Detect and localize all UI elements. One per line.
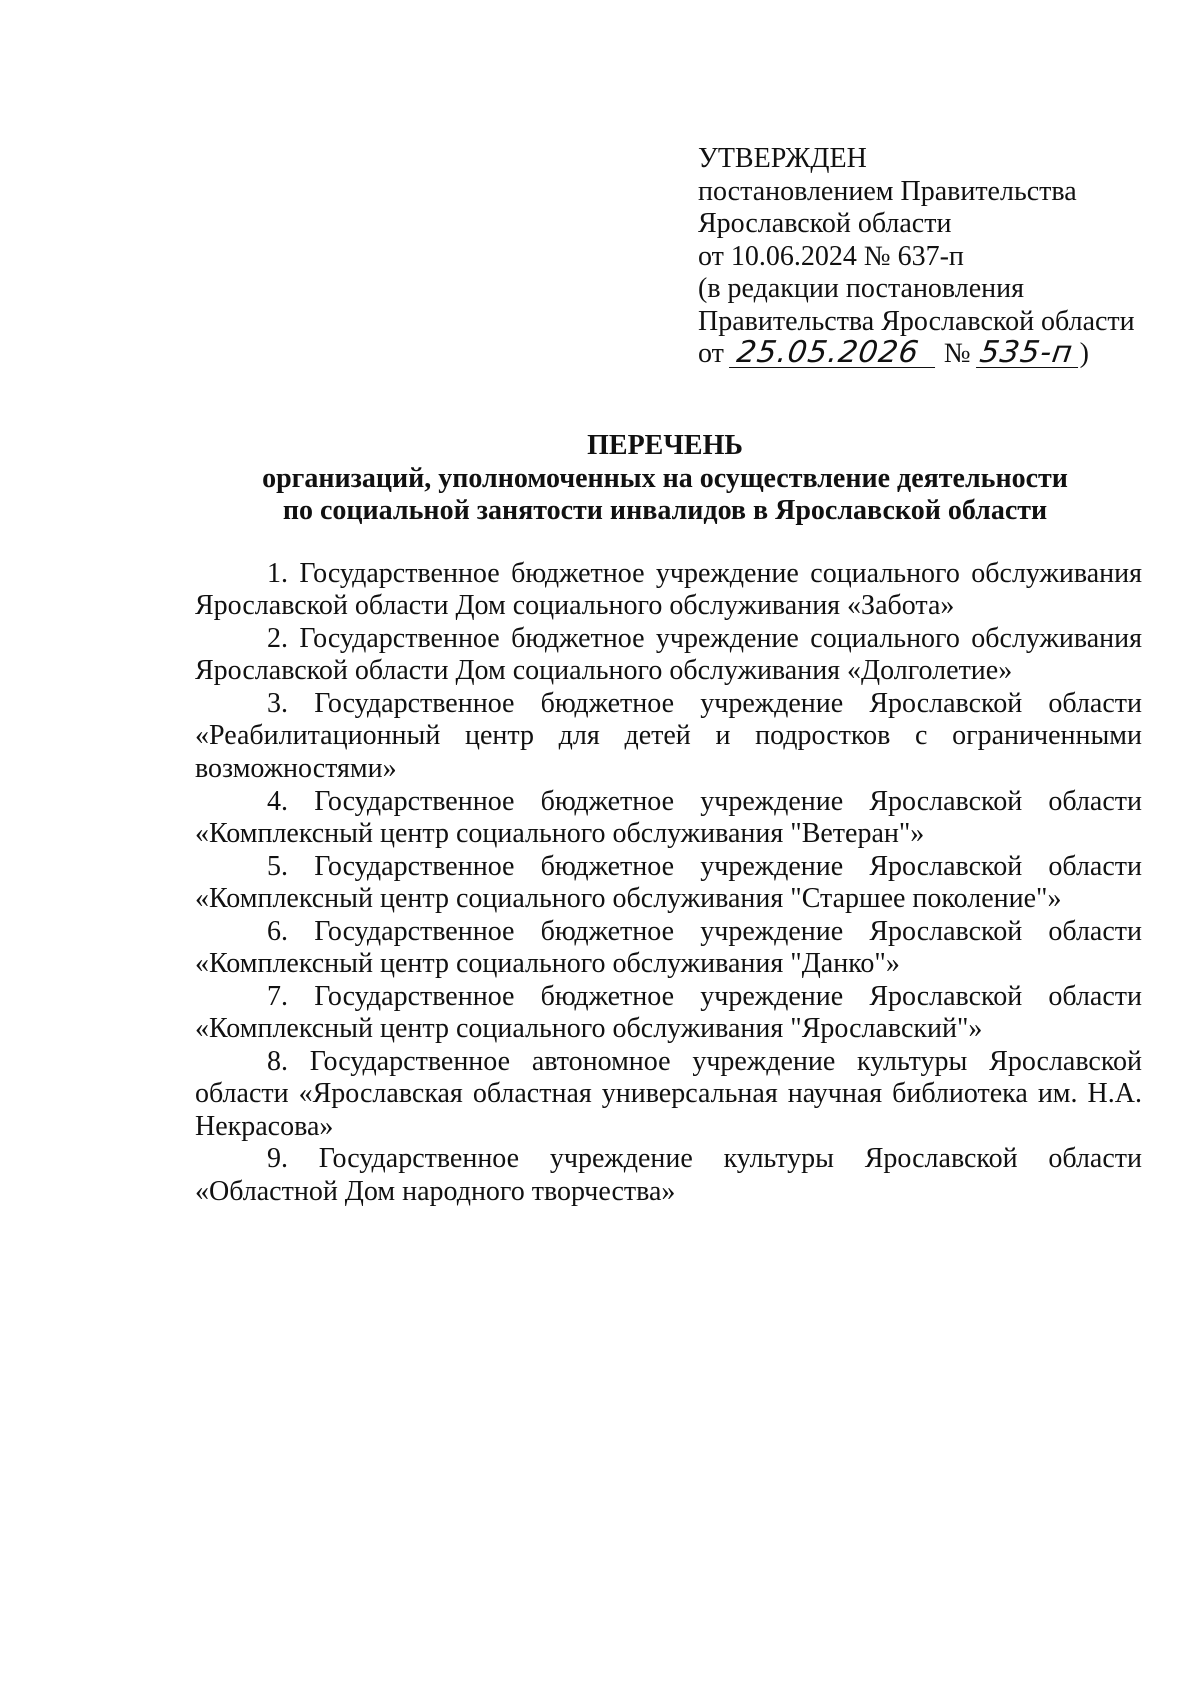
approval-revision-line: (в редакции постановления <box>698 273 1025 304</box>
list-item: 3. Государственное бюджетное учреждение Ярославской области «Реабилитационный центр для детей и подростков с ограниченными возможностями» <box>195 688 1142 784</box>
approval-date-number-line: от 10.06.2024 № 637-п <box>698 240 964 272</box>
organizations-list <box>195 558 1142 1208</box>
handwritten-date: 25.05.2026 <box>729 339 939 368</box>
approval-heading: УТВЕРЖДЕН <box>698 143 867 174</box>
list-item: 7. Государственное бюджетное учреждение Ярославской области «Комплексный центр социального обслуживания "Ярославский"» <box>195 980 1142 1045</box>
list-item: 2. Государственное бюджетное учреждение социального обслуживания Ярославской области Дом социального обслуживания «Долголетие» <box>195 623 1142 687</box>
list-item: 4. Государственное бюджетное учреждение Ярославской области «Комплексный центр социального обслуживания "Ветеран"» <box>195 785 1142 849</box>
list-item: 6. Государственное бюджетное учреждение Ярославской области «Комплексный центр социального обслуживания "Данко"» <box>195 915 1142 980</box>
approval-handwritten-line <box>698 335 1168 371</box>
approval-closing-paren: ) <box>1079 338 1089 369</box>
title-heading: ПЕРЕЧЕНЬ <box>587 430 743 461</box>
handwritten-number: 535-п <box>976 339 1082 368</box>
approval-government-line: Правительства Ярославской области <box>698 305 1135 337</box>
document-title <box>190 430 1140 528</box>
approval-region-line: Ярославской области <box>698 208 952 239</box>
title-subtitle-line-1: организаций, уполномоченных на осуществление деятельности <box>262 462 1068 494</box>
approval-from-label: от <box>698 338 724 369</box>
approval-stamp <box>698 143 1168 371</box>
list-item: 8. Государственное автономное учреждение культуры Ярославской области «Ярославская областная универсальная научная библиотека им. Н.А. Некрасова» <box>195 1045 1142 1142</box>
approval-number-label: № <box>943 338 971 369</box>
list-item: 1. Государственное бюджетное учреждение социального обслуживания Ярославской области Дом социального обслуживания «Забота» <box>195 558 1142 622</box>
list-item: 9. Государственное учреждение культуры Ярославской области «Областной Дом народного творчества» <box>195 1143 1142 1207</box>
approval-decree-line: постановлением Правительства <box>698 175 1077 207</box>
title-subtitle-line-2: по социальной занятости инвалидов в Ярославской области <box>282 495 1048 526</box>
list-item: 5. Государственное бюджетное учреждение Ярославской области «Комплексный центр социального обслуживания "Старшее поколение"» <box>195 850 1142 914</box>
